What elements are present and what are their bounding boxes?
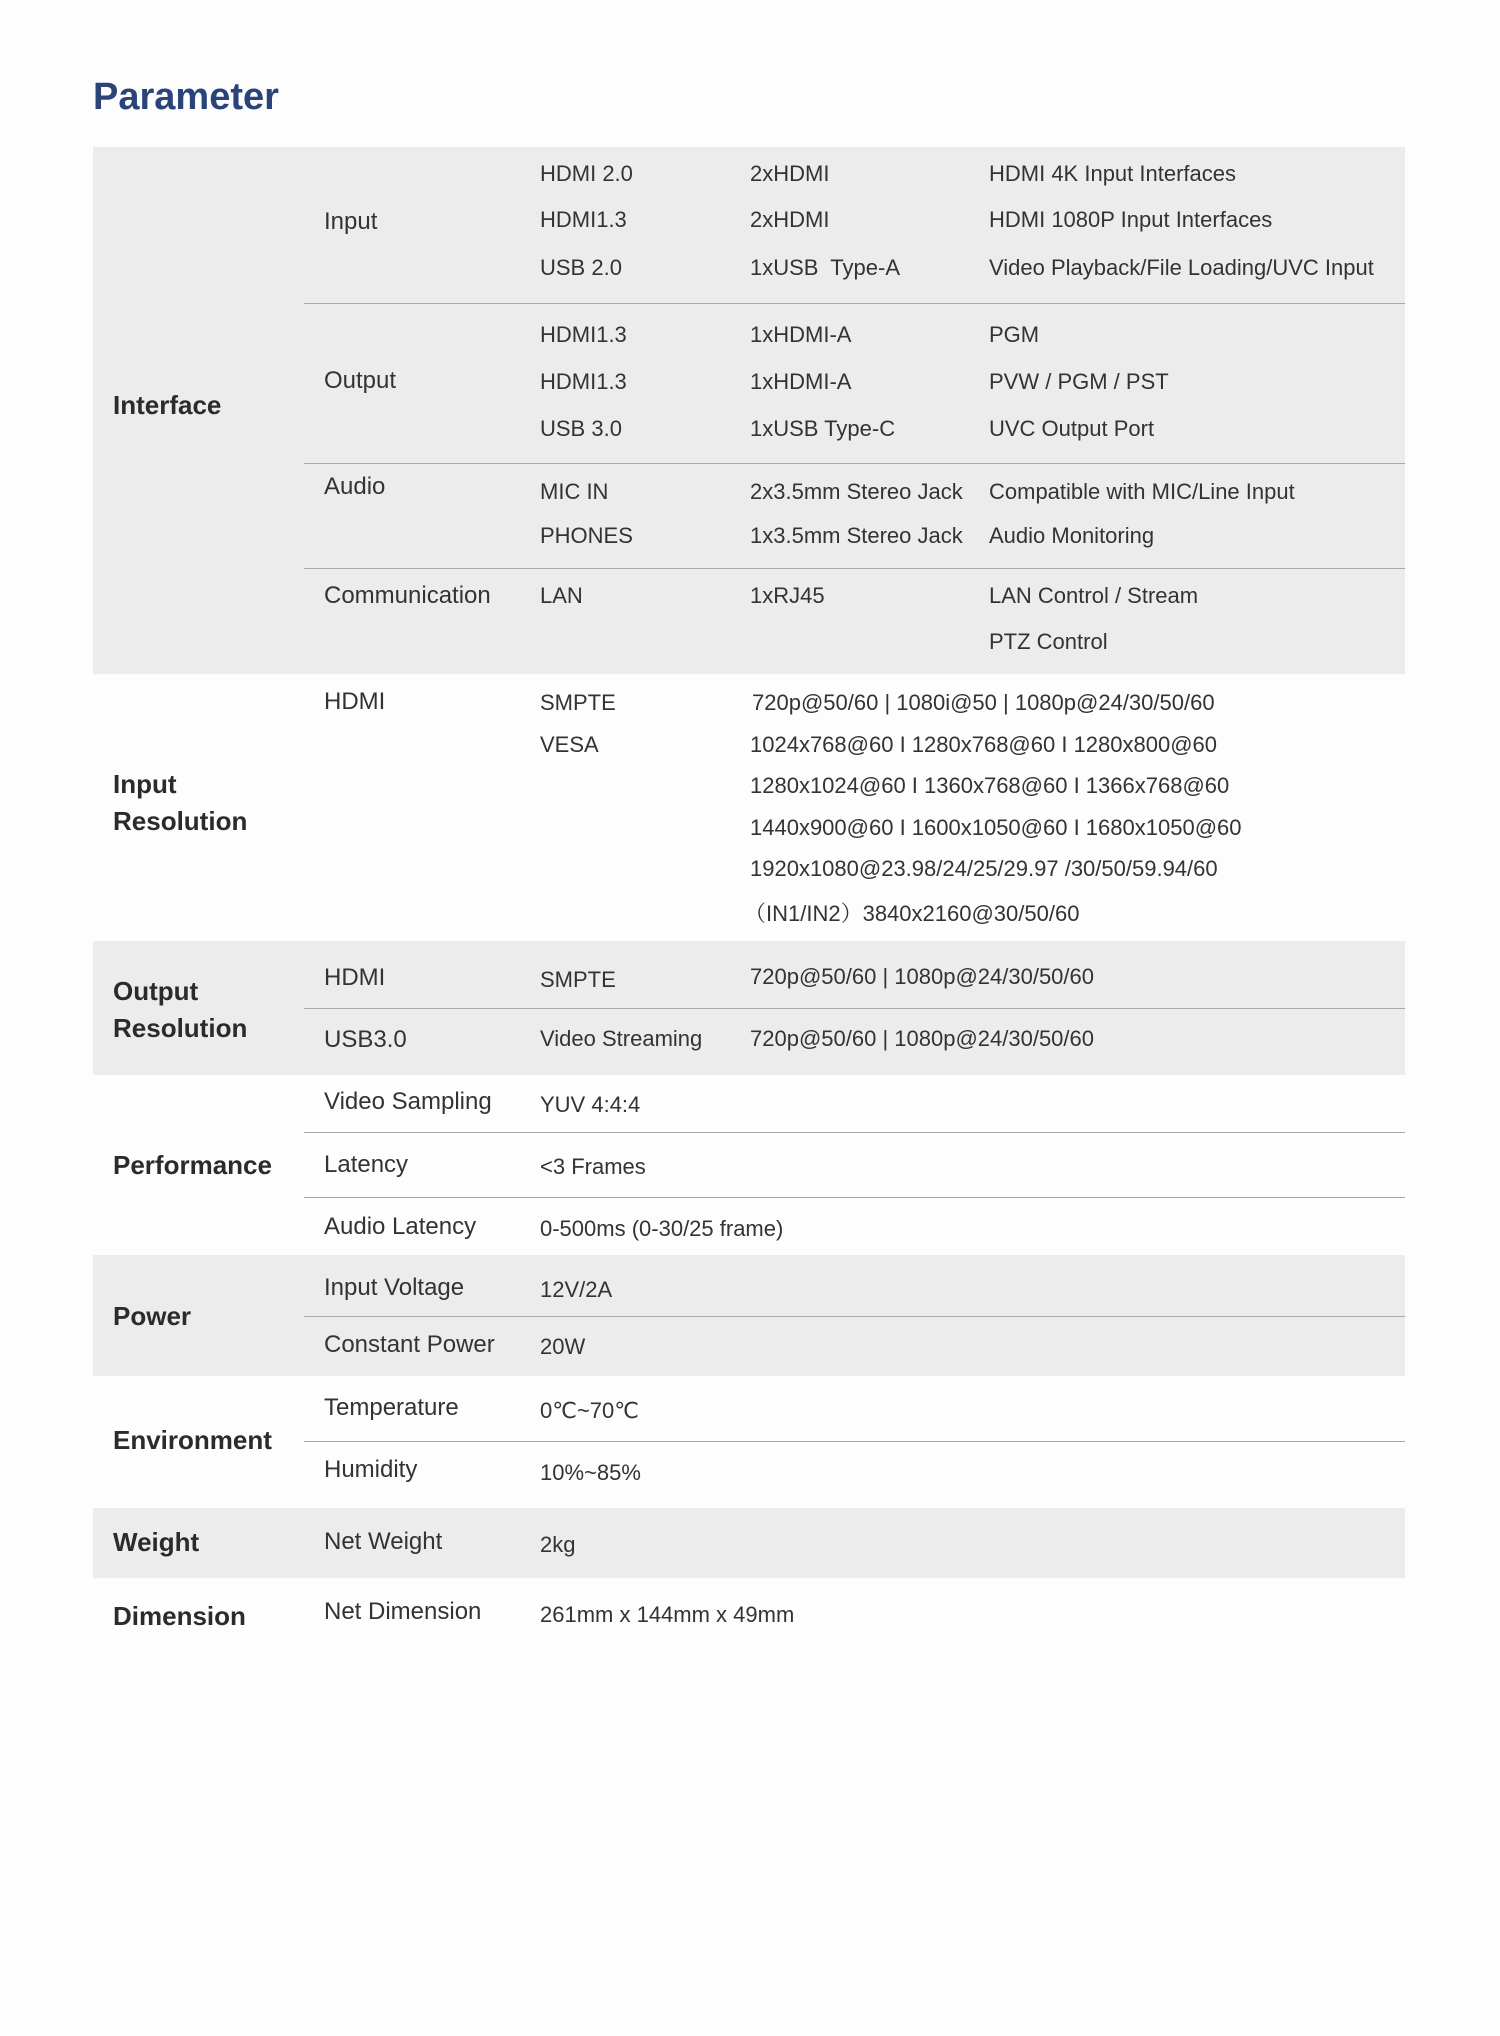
spec-value: YUV 4:4:4 <box>540 1092 641 1117</box>
resolution-value: 1920x1080@23.98/24/25/29.97 /30/50/59.94/60 <box>750 856 1218 881</box>
category-label: Resolution <box>113 1013 248 1043</box>
spec-qty: 2x3.5mm Stereo Jack <box>750 479 963 504</box>
subcategory-label: Latency <box>324 1151 409 1178</box>
spec-port: USB 3.0 <box>540 416 622 441</box>
subcategory-label: Net Weight <box>324 1528 443 1555</box>
row-divider <box>304 463 1405 464</box>
spec-value: 261mm x 144mm x 49mm <box>540 1602 795 1627</box>
resolution-value: 720p@50/60 | 1080p@24/30/50/60 <box>750 1026 1094 1051</box>
subcategory-label: Net Dimension <box>324 1598 482 1625</box>
resolution-value: （IN1/IN2）3840x2160@30/50/60 <box>744 901 1080 926</box>
spec-desc: Audio Monitoring <box>989 523 1155 548</box>
category-label: Weight <box>113 1527 200 1557</box>
category-label: Dimension <box>113 1601 246 1631</box>
spec-desc: Video Playback/File Loading/UVC Input <box>989 255 1374 280</box>
row-divider <box>304 303 1405 304</box>
spec-desc: UVC Output Port <box>989 416 1155 441</box>
spec-desc: PTZ Control <box>989 629 1108 654</box>
subcategory-label: Input Voltage <box>324 1274 465 1301</box>
subcategory-label: Audio <box>324 473 386 500</box>
row-divider <box>304 1197 1405 1198</box>
resolution-value: 720p@50/60 | 1080p@24/30/50/60 <box>750 964 1094 989</box>
row-divider <box>304 568 1405 569</box>
spec-standard: VESA <box>540 732 599 757</box>
spec-value: 0-500ms (0-30/25 frame) <box>540 1216 784 1241</box>
resolution-value: 720p@50/60 | 1080i@50 | 1080p@24/30/50/60 <box>752 690 1215 715</box>
spec-port: LAN <box>540 583 583 608</box>
section-input-resolution <box>93 674 1405 941</box>
row-divider <box>304 1316 1405 1317</box>
subcategory-label: Audio Latency <box>324 1213 477 1240</box>
spec-qty: 1xHDMI-A <box>750 369 852 394</box>
row-divider <box>304 1441 1405 1442</box>
spec-value: 10%~85% <box>540 1460 641 1485</box>
spec-port: HDMI 2.0 <box>540 161 633 186</box>
category-label: Power <box>113 1301 192 1331</box>
spec-qty: 2xHDMI <box>750 161 830 186</box>
spec-port: USB 2.0 <box>540 255 622 280</box>
spec-port: MIC IN <box>540 479 609 504</box>
category-label: Output <box>113 976 199 1006</box>
category-label: Performance <box>113 1150 272 1180</box>
section-power <box>93 1255 1405 1376</box>
spec-qty: 1xHDMI-A <box>750 322 852 347</box>
spec-value: 0℃~70℃ <box>540 1398 639 1423</box>
spec-qty: 1x3.5mm Stereo Jack <box>750 523 963 548</box>
section-weight <box>93 1508 1405 1578</box>
row-divider <box>304 1132 1405 1133</box>
spec-qty: 2xHDMI <box>750 207 830 232</box>
subcategory-label: HDMI <box>324 964 386 991</box>
category-label: Resolution <box>113 806 248 836</box>
resolution-value: 1440x900@60 I 1600x1050@60 I 1680x1050@60 <box>750 815 1242 840</box>
subcategory-label: Temperature <box>324 1394 459 1421</box>
subcategory-label: Output <box>324 367 397 394</box>
subcategory-label: Constant Power <box>324 1331 495 1358</box>
section-output-resolution <box>93 941 1405 1075</box>
spec-port: HDMI1.3 <box>540 207 627 232</box>
subcategory-label: Communication <box>324 582 491 609</box>
spec-qty: 1xUSB Type-A <box>750 255 900 280</box>
spec-qty: 1xRJ45 <box>750 583 825 608</box>
spec-desc: PGM <box>989 322 1040 347</box>
spec-desc: HDMI 4K Input Interfaces <box>989 161 1236 186</box>
resolution-value: 1024x768@60 I 1280x768@60 I 1280x800@60 <box>750 732 1218 757</box>
spec-value: 20W <box>540 1334 586 1359</box>
spec-desc: Compatible with MIC/Line Input <box>989 479 1295 504</box>
resolution-value: 1280x1024@60 I 1360x768@60 I 1366x768@60 <box>750 773 1230 798</box>
spec-desc: HDMI 1080P Input Interfaces <box>989 207 1273 232</box>
spec-qty: 1xUSB Type-C <box>750 416 896 441</box>
page-title: Parameter <box>93 76 279 118</box>
row-divider <box>304 1008 1405 1009</box>
spec-desc: PVW / PGM / PST <box>989 369 1169 394</box>
section-environment <box>93 1376 1405 1508</box>
subcategory-label: Video Sampling <box>324 1088 492 1115</box>
spec-value: 2kg <box>540 1532 576 1557</box>
section-interface <box>93 147 1405 674</box>
spec-port: PHONES <box>540 523 633 548</box>
category-label: Interface <box>113 390 222 420</box>
spec-value: 12V/2A <box>540 1277 613 1302</box>
section-dimension <box>93 1578 1405 1654</box>
spec-standard: SMPTE <box>540 690 616 715</box>
category-label: Input <box>113 769 177 799</box>
subcategory-label: HDMI <box>324 688 386 715</box>
spec-port: HDMI1.3 <box>540 322 627 347</box>
spec-port: HDMI1.3 <box>540 369 627 394</box>
subcategory-label: Humidity <box>324 1456 418 1483</box>
spec-standard: Video Streaming <box>540 1026 703 1051</box>
spec-standard: SMPTE <box>540 967 616 992</box>
section-performance <box>93 1075 1405 1255</box>
spec-desc: LAN Control / Stream <box>989 583 1199 608</box>
subcategory-label: Input <box>324 208 378 235</box>
subcategory-label: USB3.0 <box>324 1026 407 1053</box>
category-label: Environment <box>113 1425 272 1455</box>
spec-value: <3 Frames <box>540 1154 646 1179</box>
